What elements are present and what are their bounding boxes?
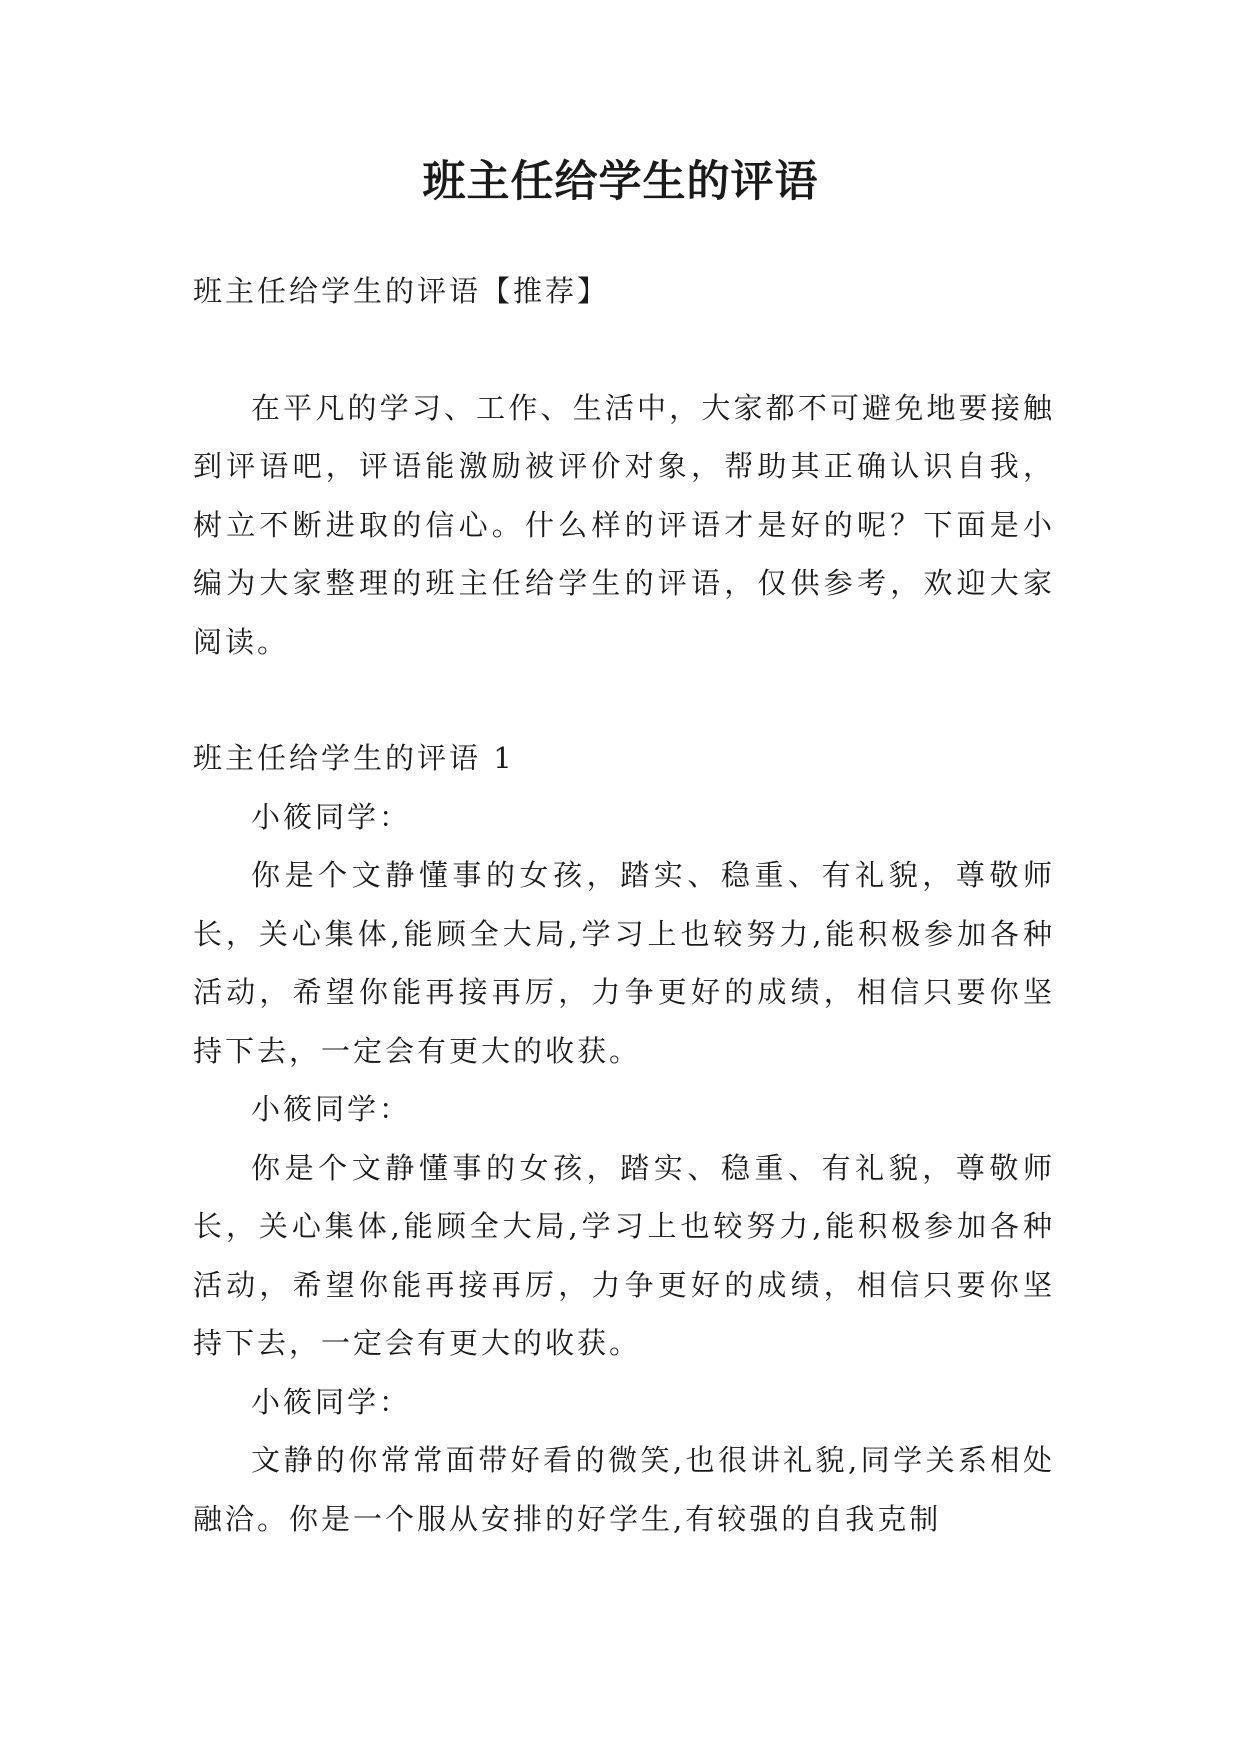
intro-paragraph: 在平凡的学习、工作、生活中，大家都不可避免地要接触到评语吧，评语能激励被评价对象，帮助其正确认识自我，树立不断进取的信心。什么样的评语才是好的呢？下面是小编为大家整理的班主任给学生的评语，仅供参考，欢迎大家阅读。 — [193, 390, 1055, 659]
comment-entry — [193, 1080, 1055, 1373]
entry-greeting: 小筱同学： — [251, 1384, 412, 1419]
entry-text: 你是个文静懂事的女孩，踏实、稳重、有礼貌，尊敬师长，关心集体,能顾全大局,学习上也较努力,能积极参加各种活动，希望你能再接再厉，力争更好的成绩，相信只要你坚持下去，一定会有更大的收获。 — [193, 858, 1055, 1068]
comment-entry — [193, 1373, 1055, 1549]
entry-greeting: 小筱同学： — [251, 799, 412, 834]
entry-greeting: 小筱同学： — [251, 1092, 412, 1126]
section-heading: 班主任给学生的评语 1 — [193, 741, 515, 775]
document-subtitle: 班主任给学生的评语【推荐】 — [193, 274, 610, 308]
comment-entry — [193, 788, 1055, 1081]
document-body — [193, 262, 1055, 1548]
entry-text: 文静的你常常面带好看的微笑,也很讲礼貌,同学关系相处融洽。你是一个服从安排的好学生,有较强的自我克制 — [193, 1443, 1055, 1536]
document-title: 班主任给学生的评语 — [422, 157, 819, 207]
entry-text: 你是个文静懂事的女孩，踏实、稳重、有礼貌，尊敬师长，关心集体,能顾全大局,学习上也较努力,能积极参加各种活动，希望你能再接再厉，力争更好的成绩，相信只要你坚持下去，一定会有更大的收获。 — [193, 1150, 1055, 1360]
